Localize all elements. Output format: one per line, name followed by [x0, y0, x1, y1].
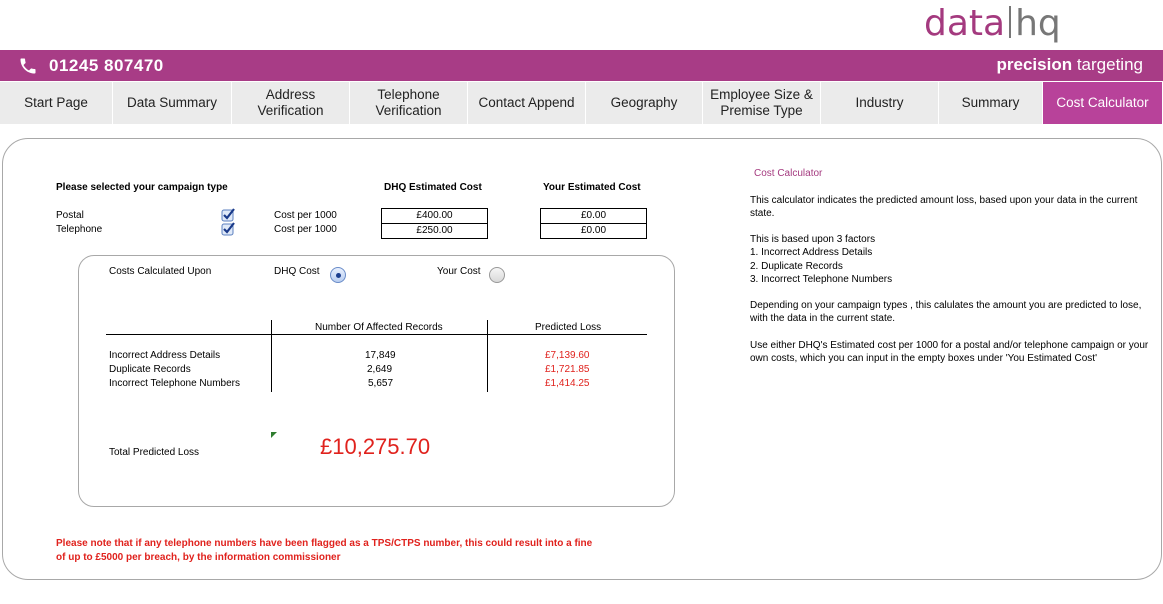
- tab-industry[interactable]: Industry: [821, 82, 939, 124]
- records-column-header: Number Of Affected Records: [315, 322, 443, 333]
- sidebar-factors-intro: This is based upon 3 factors: [750, 234, 876, 245]
- records-telephone: 5,657: [368, 378, 394, 389]
- table-column-divider: [271, 320, 272, 392]
- row-label-duplicate: Duplicate Records: [109, 364, 191, 375]
- tab-geography[interactable]: Geography: [586, 82, 703, 124]
- sidebar-factor-item: 3. Incorrect Telephone Numbers: [750, 274, 893, 285]
- sidebar-paragraph-3: Depending on your campaign types , this calulates the amount you are predicted to lose, with the data in the current state.: [750, 300, 1142, 324]
- tab-telephone-verification[interactable]: Telephone Verification: [350, 82, 468, 124]
- sidebar-paragraph-4: Use either DHQ's Estimated cost per 1000 for a postal and/or telephone campaign or your own costs, which you can input in the empty boxes under 'You Estimated Cost': [750, 340, 1149, 364]
- row-label-address: Incorrect Address Details: [109, 350, 221, 361]
- your-cost-heading: Your Estimated Cost: [543, 182, 641, 193]
- dhq-postal-cost: £400.00: [381, 208, 488, 224]
- sidebar-paragraph-1: This calculator indicates the predicted amount loss, based upon your data in the current state.: [750, 195, 1138, 219]
- tagline-rest: targeting: [1072, 55, 1143, 74]
- your-cost-radio[interactable]: [489, 267, 505, 283]
- records-address: 17,849: [365, 350, 396, 361]
- dhq-cost-option-label: DHQ Cost: [274, 266, 320, 277]
- campaign-type-postal: Postal: [56, 210, 84, 221]
- tagline-bold: precision: [996, 55, 1073, 74]
- sidebar-factor-item: 1. Incorrect Address Details: [750, 247, 873, 258]
- phone-icon: [18, 56, 38, 76]
- your-cost-option-label: Your Cost: [437, 266, 481, 277]
- dhq-cost-radio[interactable]: [330, 267, 346, 283]
- total-value: £10,275.70: [320, 434, 431, 459]
- your-telephone-cost-input[interactable]: £0.00: [540, 223, 647, 239]
- campaign-heading: Please selected your campaign type: [56, 182, 228, 193]
- your-postal-cost-input[interactable]: £0.00: [540, 208, 647, 224]
- header-bar: [0, 50, 1163, 81]
- basis-label: Costs Calculated Upon: [109, 266, 212, 277]
- nav-tabs: [0, 82, 1163, 124]
- tab-employee-size[interactable]: Employee Size & Premise Type: [703, 82, 821, 124]
- dhq-cost-heading: DHQ Estimated Cost: [384, 182, 482, 193]
- tps-notice-line1: Please note that if any telephone numbers have been flagged as a TPS/CTPS number, this could result into a fine: [56, 538, 593, 549]
- postal-unit-label: Cost per 1000: [274, 210, 337, 221]
- tab-address-verification[interactable]: Address Verification: [232, 82, 350, 124]
- tab-data-summary[interactable]: Data Summary: [113, 82, 232, 124]
- cell-marker-icon: [271, 432, 277, 438]
- records-duplicate: 2,649: [367, 364, 393, 375]
- tab-cost-calculator[interactable]: Cost Calculator: [1043, 82, 1163, 124]
- logo-data-text: data: [924, 3, 1006, 44]
- telephone-unit-label: Cost per 1000: [274, 224, 337, 235]
- row-label-telephone: Incorrect Telephone Numbers: [109, 378, 240, 389]
- tab-start-page[interactable]: Start Page: [0, 82, 113, 124]
- table-header-divider: [106, 334, 647, 335]
- loss-telephone: £1,414.25: [545, 378, 590, 389]
- tab-summary[interactable]: Summary: [939, 82, 1043, 124]
- tagline: [997, 55, 1143, 75]
- datahq-logo: [924, 2, 1061, 46]
- logo-separator: [1009, 6, 1011, 38]
- logo-hq-text: hq: [1015, 3, 1061, 44]
- postal-checkbox[interactable]: [221, 208, 235, 222]
- total-label: Total Predicted Loss: [109, 447, 200, 458]
- loss-address: £7,139.60: [545, 350, 590, 361]
- loss-duplicate: £1,721.85: [545, 364, 590, 375]
- tps-notice-line2: of up to £5000 per breach, by the information commissioner: [56, 552, 341, 563]
- phone-number: 01245 807470: [49, 56, 164, 75]
- telephone-checkbox[interactable]: [221, 222, 235, 236]
- tab-contact-append[interactable]: Contact Append: [468, 82, 586, 124]
- table-column-divider: [487, 320, 488, 392]
- dhq-telephone-cost: £250.00: [381, 223, 488, 239]
- sidebar-factor-item: 2. Duplicate Records: [750, 261, 843, 272]
- sidebar-title: Cost Calculator: [754, 168, 823, 179]
- loss-column-header: Predicted Loss: [535, 322, 602, 333]
- campaign-type-telephone: Telephone: [56, 224, 103, 235]
